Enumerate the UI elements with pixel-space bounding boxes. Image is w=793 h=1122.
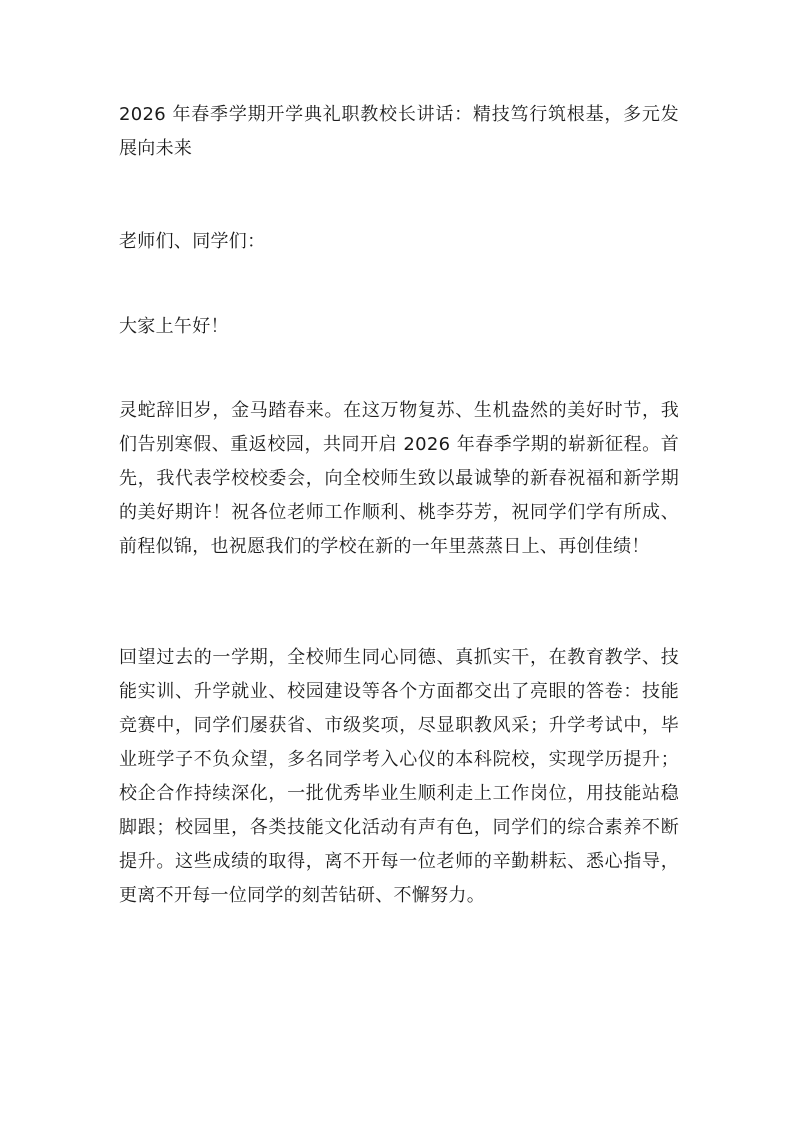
paragraph-line: 竞赛中，同学们屡获省、市级奖项，尽显职教风采；升学考试中，毕 bbox=[119, 715, 679, 736]
paragraph-line: 能实训、升学就业、校园建设等各个方面都交出了亮眼的答卷：技能 bbox=[119, 681, 679, 702]
paragraph-line: 先，我代表学校校委会，向全校师生致以最诚挚的新春祝福和新学期 bbox=[119, 468, 679, 489]
paragraph-line: 业班学子不负众望，多名同学考入心仪的本科院校，实现学历提升； bbox=[119, 749, 679, 770]
salutation bbox=[119, 225, 679, 259]
salutation-text: 老师们、同学们： bbox=[119, 231, 266, 252]
paragraph-line: 回望过去的一学期，全校师生同心同德、真抓实干，在教育教学、技 bbox=[119, 647, 679, 668]
greeting-text: 大家上午好！ bbox=[119, 316, 229, 337]
title-line: 展向未来 bbox=[119, 138, 193, 159]
paragraph-line: 提升。这些成绩的取得，离不开每一位老师的辛勤耕耘、悉心指导， bbox=[119, 851, 679, 872]
title-line: 2026 年春季学期开学典礼职教校长讲话：精技笃行筑根基，多元发 bbox=[119, 104, 679, 125]
document-title bbox=[119, 98, 679, 166]
paragraph-2 bbox=[119, 641, 679, 913]
paragraph-line: 更离不开每一位同学的刻苦钻研、不懈努力。 bbox=[119, 885, 485, 906]
paragraph-line: 灵蛇辞旧岁，金马踏春来。在这万物复苏、生机盎然的美好时节，我 bbox=[119, 400, 679, 421]
paragraph-line: 校企合作持续深化，一批优秀毕业生顺利走上工作岗位，用技能站稳 bbox=[119, 783, 679, 804]
paragraph-line: 们告别寒假、重返校园，共同开启 2026 年春季学期的崭新征程。首 bbox=[119, 434, 679, 455]
paragraph-line: 脚跟；校园里，各类技能文化活动有声有色，同学们的综合素养不断 bbox=[119, 817, 679, 838]
paragraph-line: 前程似锦，也祝愿我们的学校在新的一年里蒸蒸日上、再创佳绩！ bbox=[119, 536, 650, 557]
paragraph-line: 的美好期许！祝各位老师工作顺利、桃李芬芳，祝同学们学有所成、 bbox=[119, 502, 679, 523]
greeting bbox=[119, 310, 679, 344]
paragraph-1 bbox=[119, 394, 679, 564]
